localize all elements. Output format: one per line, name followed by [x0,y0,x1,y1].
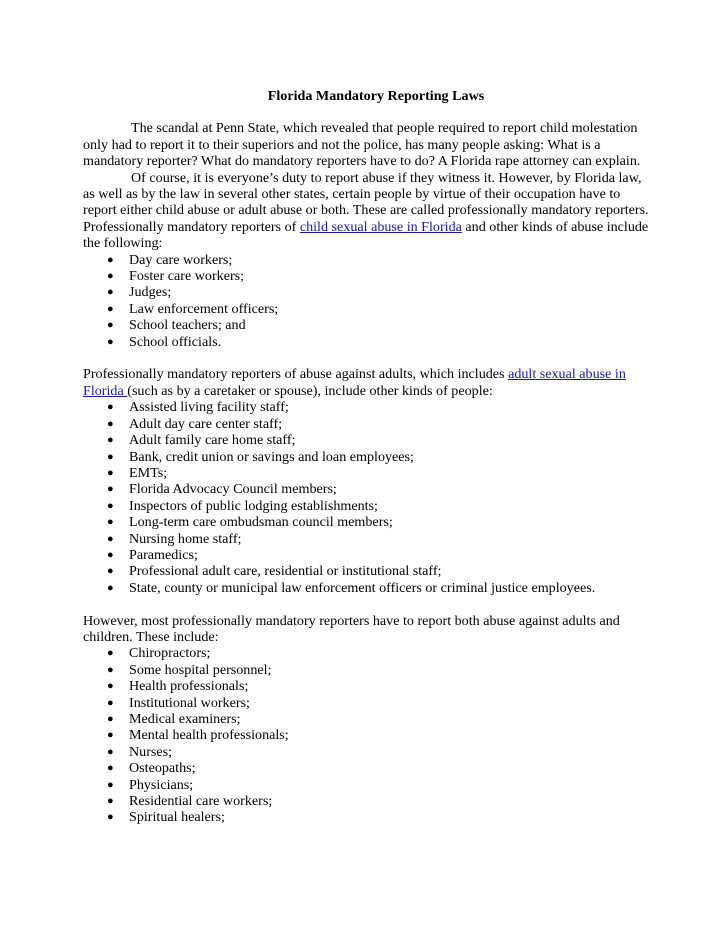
list-item-text: Adult family care home staff; [129,432,296,449]
list-item-text: School officials. [129,333,222,350]
bullet-icon: ● [107,319,114,332]
list-item [83,449,653,465]
list-item [83,514,653,530]
list-item-text: Assisted living facility staff; [129,399,289,416]
spacer [83,350,653,366]
bullet-icon: ● [107,335,114,348]
document-page [83,88,653,826]
paragraph-duty-text: Of course, it is everyone’s duty to report abuse if they witness it. However, by Florida law, as well as by the law in several other states, certain people by virtue of their occupation have to report either child abuse or adult abuse or both. These are called professionally mandatory reporters. Professionally mandatory reporters of [83,169,649,235]
adult-reporters-list [83,399,653,596]
list-item-text: Nurses; [129,743,173,760]
list-item [83,809,653,825]
list-item [83,317,653,333]
bullet-icon: ● [107,581,114,594]
list-item-text: Nursing home staff; [129,530,242,547]
bullet-icon: ● [107,270,114,283]
list-item [83,678,653,694]
paragraph-adults-text: Professionally mandatory reporters of abuse against adults, which includes [83,366,509,383]
bullet-icon: ● [107,499,114,512]
list-item [83,547,653,563]
list-item [83,777,653,793]
paragraph-adults-tail: (such as by a caretaker or spouse), include other kinds of people: [127,382,493,399]
list-item-text: Inspectors of public lodging establishments; [129,497,378,514]
bullet-icon: ● [107,647,114,660]
list-item [83,793,653,809]
list-item-text: Some hospital personnel; [129,661,272,678]
spacer [83,596,653,612]
list-item-text: Paramedics; [129,546,198,563]
bullet-icon: ● [107,532,114,545]
bullet-icon: ● [107,302,114,315]
list-item-text: Law enforcement officers; [129,300,279,317]
list-item-text: EMTs; [129,464,168,481]
bullet-icon: ● [107,762,114,775]
both-reporters-list [83,645,653,825]
bullet-icon: ● [107,745,114,758]
bullet-icon: ● [107,253,114,266]
bullet-icon: ● [107,680,114,693]
bullet-icon: ● [107,434,114,447]
paragraph-duty-tail: and other kinds of abuse include the following: [83,218,649,252]
list-item [83,465,653,481]
list-item [83,695,653,711]
list-item-text: Institutional workers; [129,694,250,711]
bullet-icon: ● [107,450,114,463]
list-item-text: School teachers; and [129,317,246,334]
list-item [83,744,653,760]
bullet-icon: ● [107,663,114,676]
list-item-text: Physicians; [129,776,194,793]
bullet-icon: ● [107,696,114,709]
list-item-text: Residential care workers; [129,793,273,810]
bullet-icon: ● [107,565,114,578]
list-item-text: Foster care workers; [129,268,245,285]
list-item [83,711,653,727]
list-item [83,416,653,432]
list-item-text: Bank, credit union or savings and loan employees; [129,448,414,465]
list-item-text: Day care workers; [129,251,233,268]
list-item [83,760,653,776]
list-item-text: Judges; [129,284,172,301]
adult-sexual-abuse-link[interactable]: adult sexual abuse in Florida [83,366,626,399]
list-item [83,399,653,415]
list-item [83,727,653,743]
list-item [83,252,653,268]
bullet-icon: ● [107,401,114,414]
list-item [83,531,653,547]
list-item [83,498,653,514]
bullet-icon: ● [107,286,114,299]
list-item-text: Osteopaths; [129,760,196,777]
list-item-text: Medical examiners; [129,711,241,727]
list-item [83,580,653,596]
bullet-icon: ● [107,483,114,496]
paragraph-both: However, most professionally mandatory reporters have to report both abuse against adults and children. These include: [83,612,620,645]
list-item-text: Mental health professionals; [129,727,289,744]
paragraph-adults [83,366,653,399]
list-item-text: Adult day care center staff; [129,415,283,432]
document-title: Florida Mandatory Reporting Laws [267,88,485,104]
bullet-icon: ● [107,795,114,808]
bullet-icon: ● [107,713,114,725]
list-item [83,662,653,678]
bullet-icon: ● [107,516,114,529]
bullet-icon: ● [107,466,114,479]
list-item [83,301,653,317]
list-item [83,268,653,284]
child-reporters-list [83,252,653,350]
list-item [83,645,653,661]
paragraph-duty [83,170,653,252]
bullet-icon: ● [107,548,114,561]
bullet-icon: ● [107,778,114,791]
list-item-text: Health professionals; [129,678,249,695]
list-item [83,284,653,300]
list-item [83,334,653,350]
list-item [83,432,653,448]
list-item [83,481,653,497]
list-item-text: Long-term care ombudsman council members; [129,514,393,531]
paragraph-intro: The scandal at Penn State, which revealed that people required to report child molestation only had to report it to their superiors and not the police, has many people asking: What is a mandatory reporter? What do mandatory reporters have to do? A Florida rape attorney can explain. [83,120,641,170]
list-item-text: Florida Advocacy Council members; [129,481,337,498]
list-item [83,563,653,579]
bullet-icon: ● [107,811,114,824]
list-item-text: Chiropractors; [129,645,211,662]
list-item-text: Spiritual healers; [129,809,225,826]
list-item-text: Professional adult care, residential or institutional staff; [129,563,442,580]
bullet-icon: ● [107,417,114,430]
child-sexual-abuse-link[interactable]: child sexual abuse in Florida [299,218,462,235]
list-item-text: State, county or municipal law enforcement officers or criminal justice employees. [129,579,596,596]
bullet-icon: ● [107,729,114,742]
